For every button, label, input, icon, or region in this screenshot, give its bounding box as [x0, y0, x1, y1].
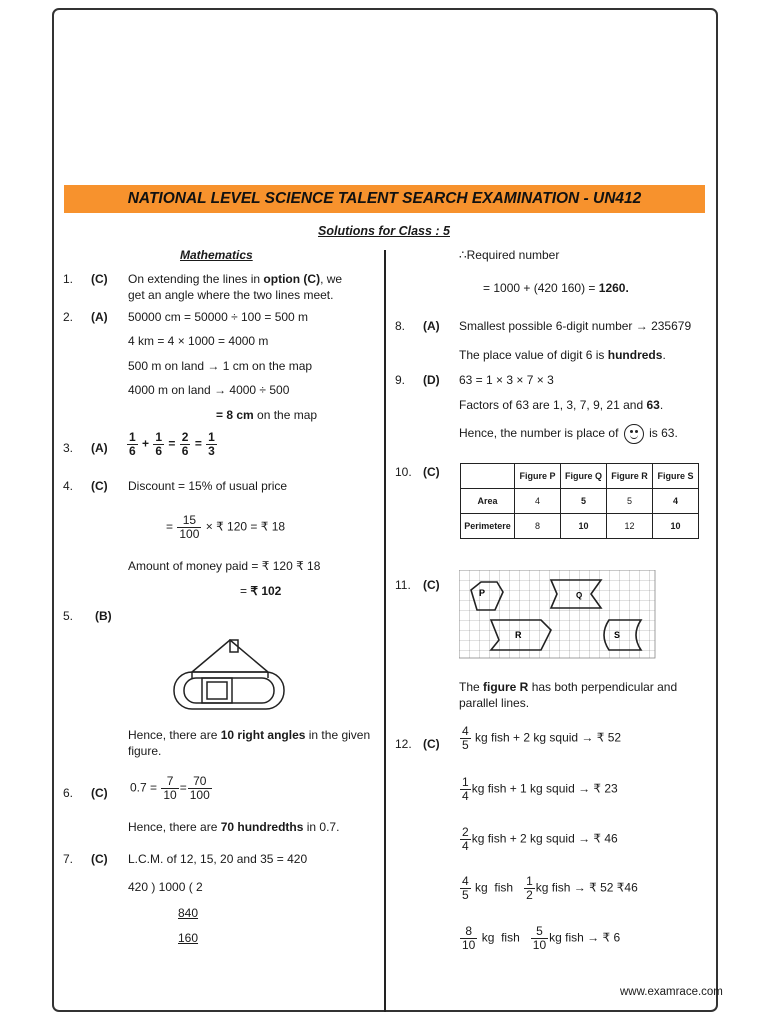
solution-line: L.C.M. of 12, 15, 20 and 35 = 420 — [128, 852, 308, 866]
table-header-row: Figure P Figure Q Figure R Figure S — [461, 464, 699, 489]
question-number: 8. — [395, 319, 406, 333]
question-number: 3. — [63, 441, 74, 455]
solution-line: = ₹ 102 — [240, 584, 282, 598]
answer-option: (C) — [91, 272, 108, 286]
answer-option: (C) — [423, 578, 440, 592]
solution-line: 840 — [178, 906, 199, 920]
solution-line: = $\frac{15}{100}$ × ₹ 120 = ₹ 18 — [166, 513, 286, 541]
question-number: 5. — [63, 609, 74, 623]
solution-text: Hence, there are 70 hundredths in 0.7. — [128, 820, 340, 834]
answer-option: (C) — [91, 479, 108, 493]
figure-table — [460, 463, 699, 539]
answer-option: (A) — [91, 310, 108, 324]
question-number: 6. — [63, 786, 74, 800]
solution-line: 160 — [178, 931, 199, 945]
table-row: Perimetere 8 10 12 10 — [461, 514, 699, 539]
smiley-icon — [624, 424, 644, 444]
section-heading: Mathematics — [180, 248, 253, 262]
solution-line: Hence, the number is place of is 63. — [459, 424, 678, 444]
house-figure — [164, 635, 298, 713]
answer-option: (A) — [91, 441, 108, 455]
page-subtitle: Solutions for Class : 5 — [318, 224, 450, 238]
solution-line: $\frac{2}{4}$ kg fish + 2 kg squid → ₹ 46 — [462, 825, 618, 853]
solution-line: 50000 cm = 50000 ÷ 100 = 500 m — [128, 310, 309, 324]
solution-line: Amount of money paid = ₹ 120 ₹ 18 — [128, 559, 321, 573]
fraction-expression: 0.7 = $\frac{7}{10}$ = $\frac{70}{100}$ — [130, 774, 210, 802]
solution-line: 500 m on land → 1 cm on the map — [128, 359, 313, 373]
solution-text: get an angle where the two lines meet. — [128, 288, 334, 302]
question-number: 11. — [395, 578, 411, 592]
answer-option: (A) — [423, 319, 440, 333]
table-row: Area 4 5 5 4 — [461, 489, 699, 514]
solution-text: parallel lines. — [459, 696, 530, 710]
question-number: 9. — [395, 373, 406, 387]
solution-text: Hence, there are 10 right angles in the given — [128, 728, 371, 742]
answer-option: (C) — [423, 465, 440, 479]
solution-line: $\frac{4}{5}$ kg fish + 2 kg squid → ₹ 52 — [462, 724, 622, 752]
solution-line: $\frac{1}{4}$ kg fish + 1 kg squid → ₹ 23 — [462, 775, 618, 803]
solution-line: 420 ) 1000 ( 2 — [128, 880, 203, 894]
footer-url: www.examrace.com — [620, 986, 723, 998]
label-q: Q — [576, 591, 583, 600]
label-p: P — [479, 588, 486, 598]
solution-line: Factors of 63 are 1, 3, 7, 9, 21 and 63. — [459, 398, 664, 412]
solution-line: 4 km = 4 × 1000 = 4000 m — [128, 334, 269, 348]
exam-title-banner: NATIONAL LEVEL SCIENCE TALENT SEARCH EXAMINATION - UN412 — [64, 185, 705, 213]
question-number: 10. — [395, 465, 412, 479]
solution-line: ∴Required number — [459, 248, 560, 262]
answer-option: (B) — [95, 609, 112, 623]
label-s: S — [614, 630, 621, 640]
question-number: 2. — [63, 310, 74, 324]
question-number: 7. — [63, 852, 74, 866]
solution-line: 63 = 1 × 3 × 7 × 3 — [459, 373, 554, 387]
solution-line: $\frac{4}{5}$ kg fish $\frac{1}{2}$ kg fish → ₹ 52 ₹46 — [462, 874, 638, 902]
grid-figure — [459, 570, 657, 660]
answer-option: (D) — [423, 373, 440, 387]
answer-option: (C) — [423, 737, 440, 751]
solution-line: Smallest possible 6-digit number → 235679 — [459, 319, 692, 333]
column-divider — [384, 250, 386, 1012]
solution-line: Discount = 15% of usual price — [128, 479, 288, 493]
solution-text: figure. — [128, 744, 162, 758]
solution-line: = 8 cm on the map — [216, 408, 318, 422]
answer-option: (C) — [91, 852, 108, 866]
solution-line: = 1000 + (420 160) = 1260. — [483, 281, 629, 295]
fraction-expression: $\frac{1}{6}$ + $\frac{1}{6}$ = $\frac{2}{6}$ = $\frac{1}{3}$ — [129, 430, 215, 458]
solution-line: 4000 m on land → 4000 ÷ 500 — [128, 383, 290, 397]
solution-text: The figure R has both perpendicular and — [459, 680, 678, 694]
solution-line: $\frac{8}{10}$ kg fish $\frac{5}{10}$ kg fish → ₹ 6 — [462, 924, 621, 952]
label-r: R — [515, 630, 522, 640]
answer-option: (C) — [91, 786, 108, 800]
solution-line: The place value of digit 6 is hundreds. — [459, 348, 666, 362]
question-number: 4. — [63, 479, 74, 493]
solution-text: On extending the lines in option (C), we — [128, 272, 343, 286]
question-number: 12. — [395, 737, 412, 751]
question-number: 1. — [63, 272, 74, 286]
